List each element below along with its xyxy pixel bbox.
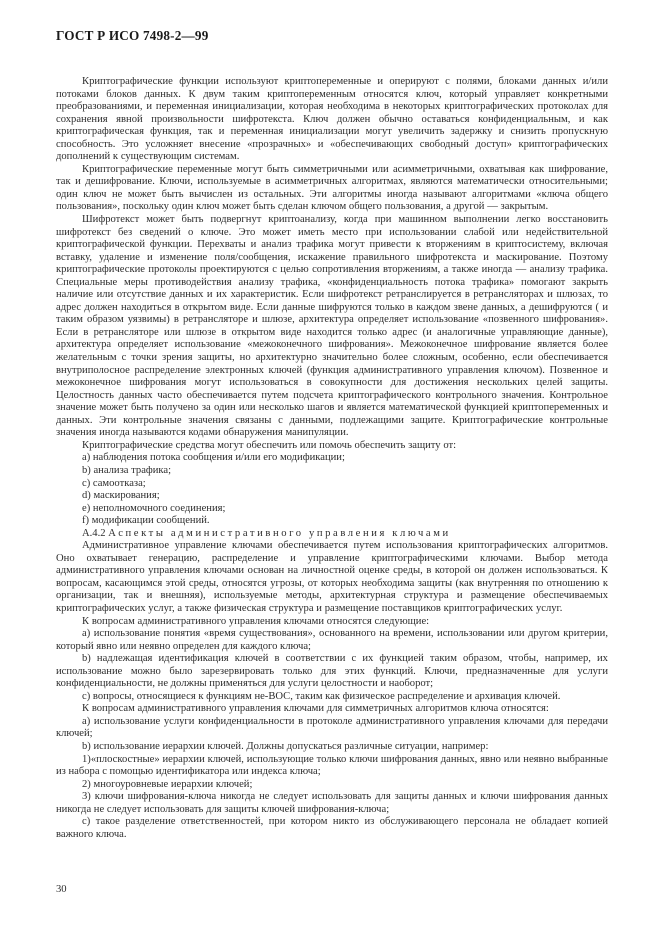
list-text: анализа трафика; [93, 464, 172, 476]
list-text: вопросы, относящиеся к функциям не-ВОС, таким как физическое распределение и архивация ключей. [92, 690, 561, 702]
paragraph-cryptographic-variables: Криптографические переменные могут быть симметричными или асимметричными, охватывая как шифрование, так и дешифрование. Ключи, используемые в асимметричных алгоритмах, являются математически относительными; один ключ не может быть вычислен из остальных. Эти алгоритмы иногда называют алгоритмами «ключа общего пользования», поскольку один ключ может быть сделан ключом общего пользования, а другой — закрытым. [56, 163, 608, 213]
list-marker: c) [82, 477, 91, 489]
paragraph-ciphertext-cryptanalysis: Шифротекст может быть подвергнут криптоанализу, когда при машинном выполнении легко восстановить шифротекст без сведений о ключе. Это может иметь место при использовании слабой или недействительной криптографической функции. Перехваты и анализ трафика могут привести к вторжениям в криптосистему, включая вставку, удаление и изменение поля/сообщения, искажение правильного шифротекста и маскирование. Поэтому криптографические протоколы проектируются с целью сопротивления вторжениям, а также иногда — анализу трафика. Специальные меры противодействия анализу трафика, «конфиденциальность потока трафика» помогают закрыть наличие или отсутствие данных и их характеристик. Если шифротекст ретранслируется в ретрансляторах и шлюзах, то адрес должен находиться в открытом виде. Если данные шифруются только в каждом звене данных, а дешифруются ( и таким образом уязвимы) в ретрансляторе и шлюзе, архитектура определяет использование «позвенного шифрования». Если в ретрансляторе или шлюзе в открытом виде находится только адрес (и аналогичные управляющие данные), архитектура определяет использование «межоконечного шифрования». Межоконечное шифрование является более желательным с точки зрения защиты, но архитектурно значительно более сложным, особенно, если обеспечивается внутриполосное распределение электронных ключей (функция административного управления ключом). Позвенное и межоконечное шифрования могут использоваться в совокупности для достижения нескольких целей защиты. Целостность данных часто обеспечивается путем подсчета криптографического контрольного значения. Контрольное значение может быть получено за один или несколько шагов и является математической функцией криптопеременных и данных. Эти контрольные значения связаны с данными, подлежащими защите. Криптографические контрольные значения иногда называются кодами обнаружения манипуляции. [56, 214, 608, 439]
paragraph-cryptographic-functions: Криптографические функции используют криптопеременные и оперируют с полями, блоками данных и/или потоками блоков данных. К двум таким криптопеременным относятся ключ, который управляет конкретными преобразованиями, и переменная инициализации, которая необходима в некоторых криптографических протоколах для сохранения явной произвольности шифротекста. Ключ должен обычно оставаться конфиденциальным, и как криптографическая функция, так и переменная инициализации могут увеличить задержку и снизить пропускную способность. Это усложняет внесение «прозрачных» и «обеспечивающих свободный доступ» криптографических дополнений к существующим системам. [56, 76, 608, 163]
list-item [56, 478, 608, 491]
list-marker: b) [82, 464, 91, 476]
paragraph-key-management-questions: К вопросам административного управления ключами относятся следующие: [82, 615, 430, 627]
list-marker: f) [82, 515, 90, 527]
protection-list [56, 452, 608, 527]
section-title: Аспекты административного управления ключами [108, 527, 451, 539]
list-item [56, 452, 608, 465]
list-text: многоуровневые иерархии ключей; [93, 778, 253, 790]
page-number: 30 [56, 884, 67, 895]
key-management-list [56, 628, 608, 703]
list-marker: b) [82, 653, 91, 665]
list-text: неполномочного соединения; [92, 502, 226, 514]
list-marker: 3) [82, 791, 91, 803]
paragraph-symmetric-intro: К вопросам административного управления ключами для симметричных алгоритмов ключа относятся: [82, 703, 549, 715]
document-body [56, 76, 608, 841]
paragraph-key-management-intro: Административное управление ключами обеспечивается путем использования криптографических алгоритмов. Оно охватывает генерацию, распределение и управление криптографическими ключами. Выбор метода административного управления ключами основан на личностной оценке среды, в которой он должен использоваться. К вопросам, касающимся этой среды, относятся угрозы, от которых необходима защиты (как внутренняя по отношению к организации, так и внешняя), используемые методы, архитектурная структура и размещение обеспечиваемых криптографических услуг, а также физическая структура и размещение поставщиков криптографических услуг. [56, 540, 608, 614]
list-text: использование иерархии ключей. Должны допускаться различные ситуации, например: [93, 740, 489, 752]
list-marker: c) [82, 690, 91, 702]
symmetric-key-list [56, 716, 608, 754]
list-text: наблюдения потока сообщения и/или его модификации; [92, 452, 345, 464]
list-item [56, 779, 608, 792]
list-item [56, 653, 608, 691]
list-text: маскирования; [93, 490, 160, 502]
list-marker: 1) [82, 753, 91, 765]
list-text: использование понятия «время существования», основанного на времени, использовании или другом критерии, который явно или неявно определен для каждого ключа; [56, 628, 608, 652]
list-item [56, 465, 608, 478]
list-text: модификации сообщений. [91, 515, 210, 527]
list-item [56, 691, 608, 704]
list-item [56, 716, 608, 741]
list-text: ключи шифрования-ключа никогда не следует использовать для защиты данных и ключи шифрования данных никогда не следует использовать для защиты ключей шифрования-ключа; [56, 791, 608, 815]
list-item [56, 754, 608, 779]
list-marker: c) [82, 816, 91, 828]
list-marker: a) [82, 628, 91, 640]
section-number: А.4.2 [82, 527, 106, 539]
list-marker: a) [82, 452, 91, 464]
list-item [56, 791, 608, 816]
list-marker: a) [82, 715, 91, 727]
paragraph-protection-intro: Криптографические средства могут обеспечить или помочь обеспечить защиту от: [82, 439, 457, 451]
list-text: использование услуги конфиденциальности в протоколе административного управления ключами для передачи ключей; [56, 715, 608, 740]
list-text: самоотказа; [92, 477, 146, 489]
list-marker: e) [82, 502, 91, 514]
list-marker: b) [82, 740, 91, 752]
list-item [56, 503, 608, 516]
list-text: надлежащая идентификация ключей в соответствии с их функцией таким образом, чтобы, например, их использование можно было зарезервировать только для этих функций. Ключи, предназначенные для услуги конфиденциальности, не должны применяться для услуги целостности и наоборот; [56, 653, 608, 690]
final-list [56, 816, 608, 841]
list-item [56, 741, 608, 754]
list-text: «плоскостные» иерархии ключей, использующие только ключи шифрования данных, явно или неявно выбранные из набора с помощью идентификатора или индекса ключа; [56, 753, 608, 778]
hierarchy-sublist [56, 754, 608, 817]
list-item [56, 490, 608, 503]
page-header-standard-number: ГОСТ Р ИСО 7498-2—99 [56, 28, 209, 43]
list-item [56, 515, 608, 528]
list-marker: d) [82, 490, 91, 502]
list-item [56, 816, 608, 841]
section-heading-a42 [56, 528, 608, 541]
list-item [56, 628, 608, 653]
list-marker: 2) [82, 778, 91, 790]
list-text: такое разделение ответственностей, при котором никто из обслуживающего персонала не обладает копией важного ключа. [56, 816, 609, 840]
